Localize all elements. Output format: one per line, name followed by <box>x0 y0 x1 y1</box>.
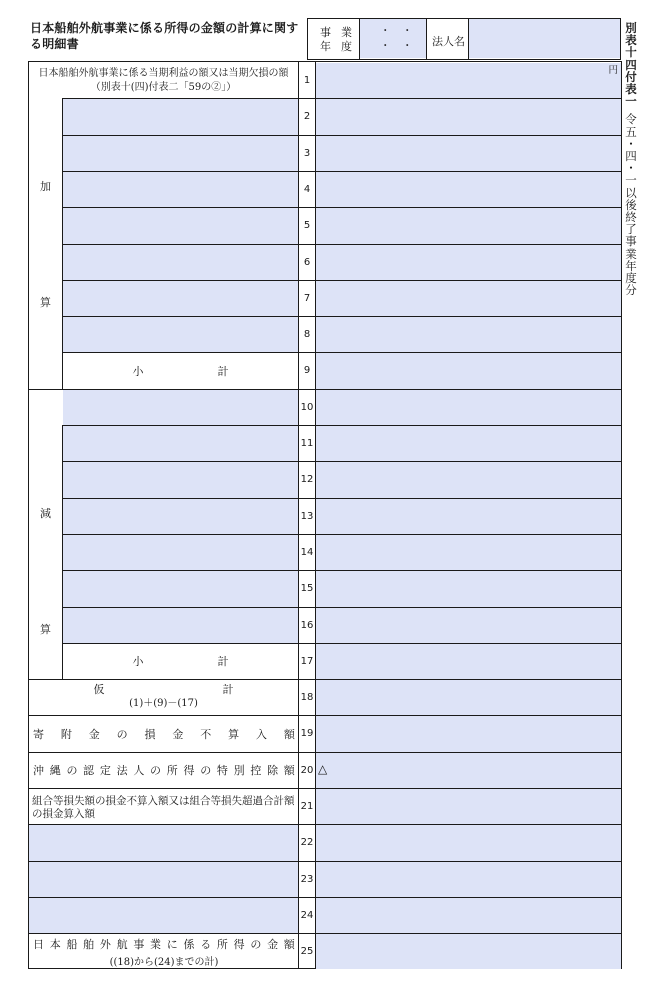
side-title: 別 表 十 四 付 表 一 令 五 ・ 四 ・ 一 以 後 終 了 事 業 年 度 分 <box>625 21 637 298</box>
amount-cell-9[interactable] <box>316 353 621 389</box>
line-number: 23 <box>300 873 314 885</box>
provisional-total-label: 仮 計 (1)＋(9)－(17) <box>93 683 234 709</box>
amount-cell-15[interactable] <box>316 571 621 607</box>
line-number: 9 <box>303 365 311 376</box>
item-name-input-22[interactable] <box>29 825 298 861</box>
page-title: 日本船舶外航事業に係る所得の金額の計算に関する明細書 <box>30 21 299 51</box>
amount-cell-14[interactable] <box>316 535 621 570</box>
line-number: 16 <box>300 619 314 631</box>
header-box <box>307 18 621 60</box>
amount-cell-8[interactable] <box>316 317 621 352</box>
main-form <box>28 61 622 969</box>
line-number: 20 <box>300 764 314 776</box>
corp-name-label: 法人名 <box>432 35 465 48</box>
item-name-input-2[interactable] <box>63 99 298 135</box>
item-name-input-5[interactable] <box>63 208 298 244</box>
amount-cell-18[interactable] <box>316 680 621 715</box>
line-number: 22 <box>300 837 314 848</box>
amount-cell-1[interactable] <box>316 63 621 98</box>
fiscal-year-input[interactable]: ・ ・ ・ ・ <box>360 19 426 58</box>
donation-label: 寄 附 金 の 損 金 不 算 入 額 <box>33 727 295 741</box>
item-name-input-3[interactable] <box>63 136 298 171</box>
line-number: 25 <box>300 945 314 957</box>
item-name-input-8[interactable] <box>63 317 298 352</box>
item-name-input-4[interactable] <box>63 172 298 207</box>
yen-unit: 円 <box>608 65 618 76</box>
amount-cell-5[interactable] <box>316 208 621 244</box>
item-name-input-13[interactable] <box>63 499 298 534</box>
amount-cell-11[interactable] <box>316 426 621 461</box>
okinawa-deduction-label: 沖 縄 の 認 定 法 人 の 所 得 の 特 別 控 除 額 <box>33 764 295 777</box>
item-name-input-10[interactable] <box>63 390 298 425</box>
subtotal-label: 小 計 <box>132 655 229 668</box>
item-name-input-6[interactable] <box>63 245 298 280</box>
shipping-income-total-label: 日 本 船 舶 外 航 事 業 に 係 る 所 得 の 金 額 ((18)から(24)までの計) <box>33 938 295 968</box>
line-number: 6 <box>303 256 311 268</box>
line-number: 19 <box>300 728 314 739</box>
fiscal-year-label: 事 業 年 度 <box>320 26 352 53</box>
partnership-loss-label: 組合等損失額の損金不算入額又は組合等損失超過合計額の損金算入額 <box>32 795 295 820</box>
line-number: 2 <box>303 111 311 122</box>
line-number: 10 <box>300 401 314 413</box>
line-number: 18 <box>300 691 314 703</box>
amount-cell-19[interactable] <box>316 716 621 752</box>
corp-name-input[interactable] <box>469 19 620 58</box>
line-number: 21 <box>300 800 314 812</box>
amount-cell-12[interactable] <box>316 462 621 498</box>
item-name-input-16[interactable] <box>63 608 298 643</box>
amount-cell-17[interactable] <box>316 644 621 679</box>
line-number: 1 <box>303 74 311 86</box>
amount-cell-10[interactable] <box>316 390 621 425</box>
amount-cell-16[interactable] <box>316 608 621 643</box>
subtract-group-label: 減 <box>40 507 51 520</box>
line-number: 8 <box>303 328 311 340</box>
amount-cell-6[interactable] <box>316 245 621 280</box>
subtract-group-label: 算 <box>40 623 51 636</box>
line-number: 7 <box>303 292 311 304</box>
amount-cell-24[interactable] <box>316 898 621 933</box>
amount-cell-25[interactable] <box>316 934 621 969</box>
line-number: 11 <box>300 437 314 449</box>
add-group-label: 算 <box>40 296 51 309</box>
line-number: 12 <box>300 474 314 485</box>
line-number: 24 <box>300 909 314 921</box>
amount-cell-20[interactable] <box>316 753 621 788</box>
line-number: 3 <box>303 147 311 159</box>
item-name-input-12[interactable] <box>63 462 298 498</box>
line-number: 4 <box>303 183 311 195</box>
item-name-input-7[interactable] <box>63 281 298 316</box>
line-number: 15 <box>300 583 314 594</box>
item-name-input-11[interactable] <box>63 426 298 461</box>
amount-cell-22[interactable] <box>316 825 621 861</box>
item-name-input-23[interactable] <box>29 862 298 897</box>
subtotal-label: 小 計 <box>132 364 229 378</box>
amount-cell-2[interactable] <box>316 99 621 135</box>
add-group-label: 加 <box>40 180 51 193</box>
line-number: 13 <box>300 510 314 522</box>
amount-cell-3[interactable] <box>316 136 621 171</box>
line-number: 5 <box>303 220 311 231</box>
item-name-input-15[interactable] <box>63 571 298 607</box>
amount-cell-21[interactable] <box>316 789 621 824</box>
item-name-input-24[interactable] <box>29 898 298 933</box>
row1-label: 日本船舶外航事業に係る当期利益の額又は当期欠損の額 （別表十(四)付表二「59の②」） <box>38 67 289 93</box>
amount-cell-23[interactable] <box>316 862 621 897</box>
amount-cell-7[interactable] <box>316 281 621 316</box>
line-number: 17 <box>300 655 314 667</box>
negative-mark: △ <box>318 762 328 776</box>
item-name-input-14[interactable] <box>63 535 298 570</box>
amount-cell-13[interactable] <box>316 499 621 534</box>
amount-cell-4[interactable] <box>316 172 621 207</box>
line-number: 14 <box>300 546 314 558</box>
